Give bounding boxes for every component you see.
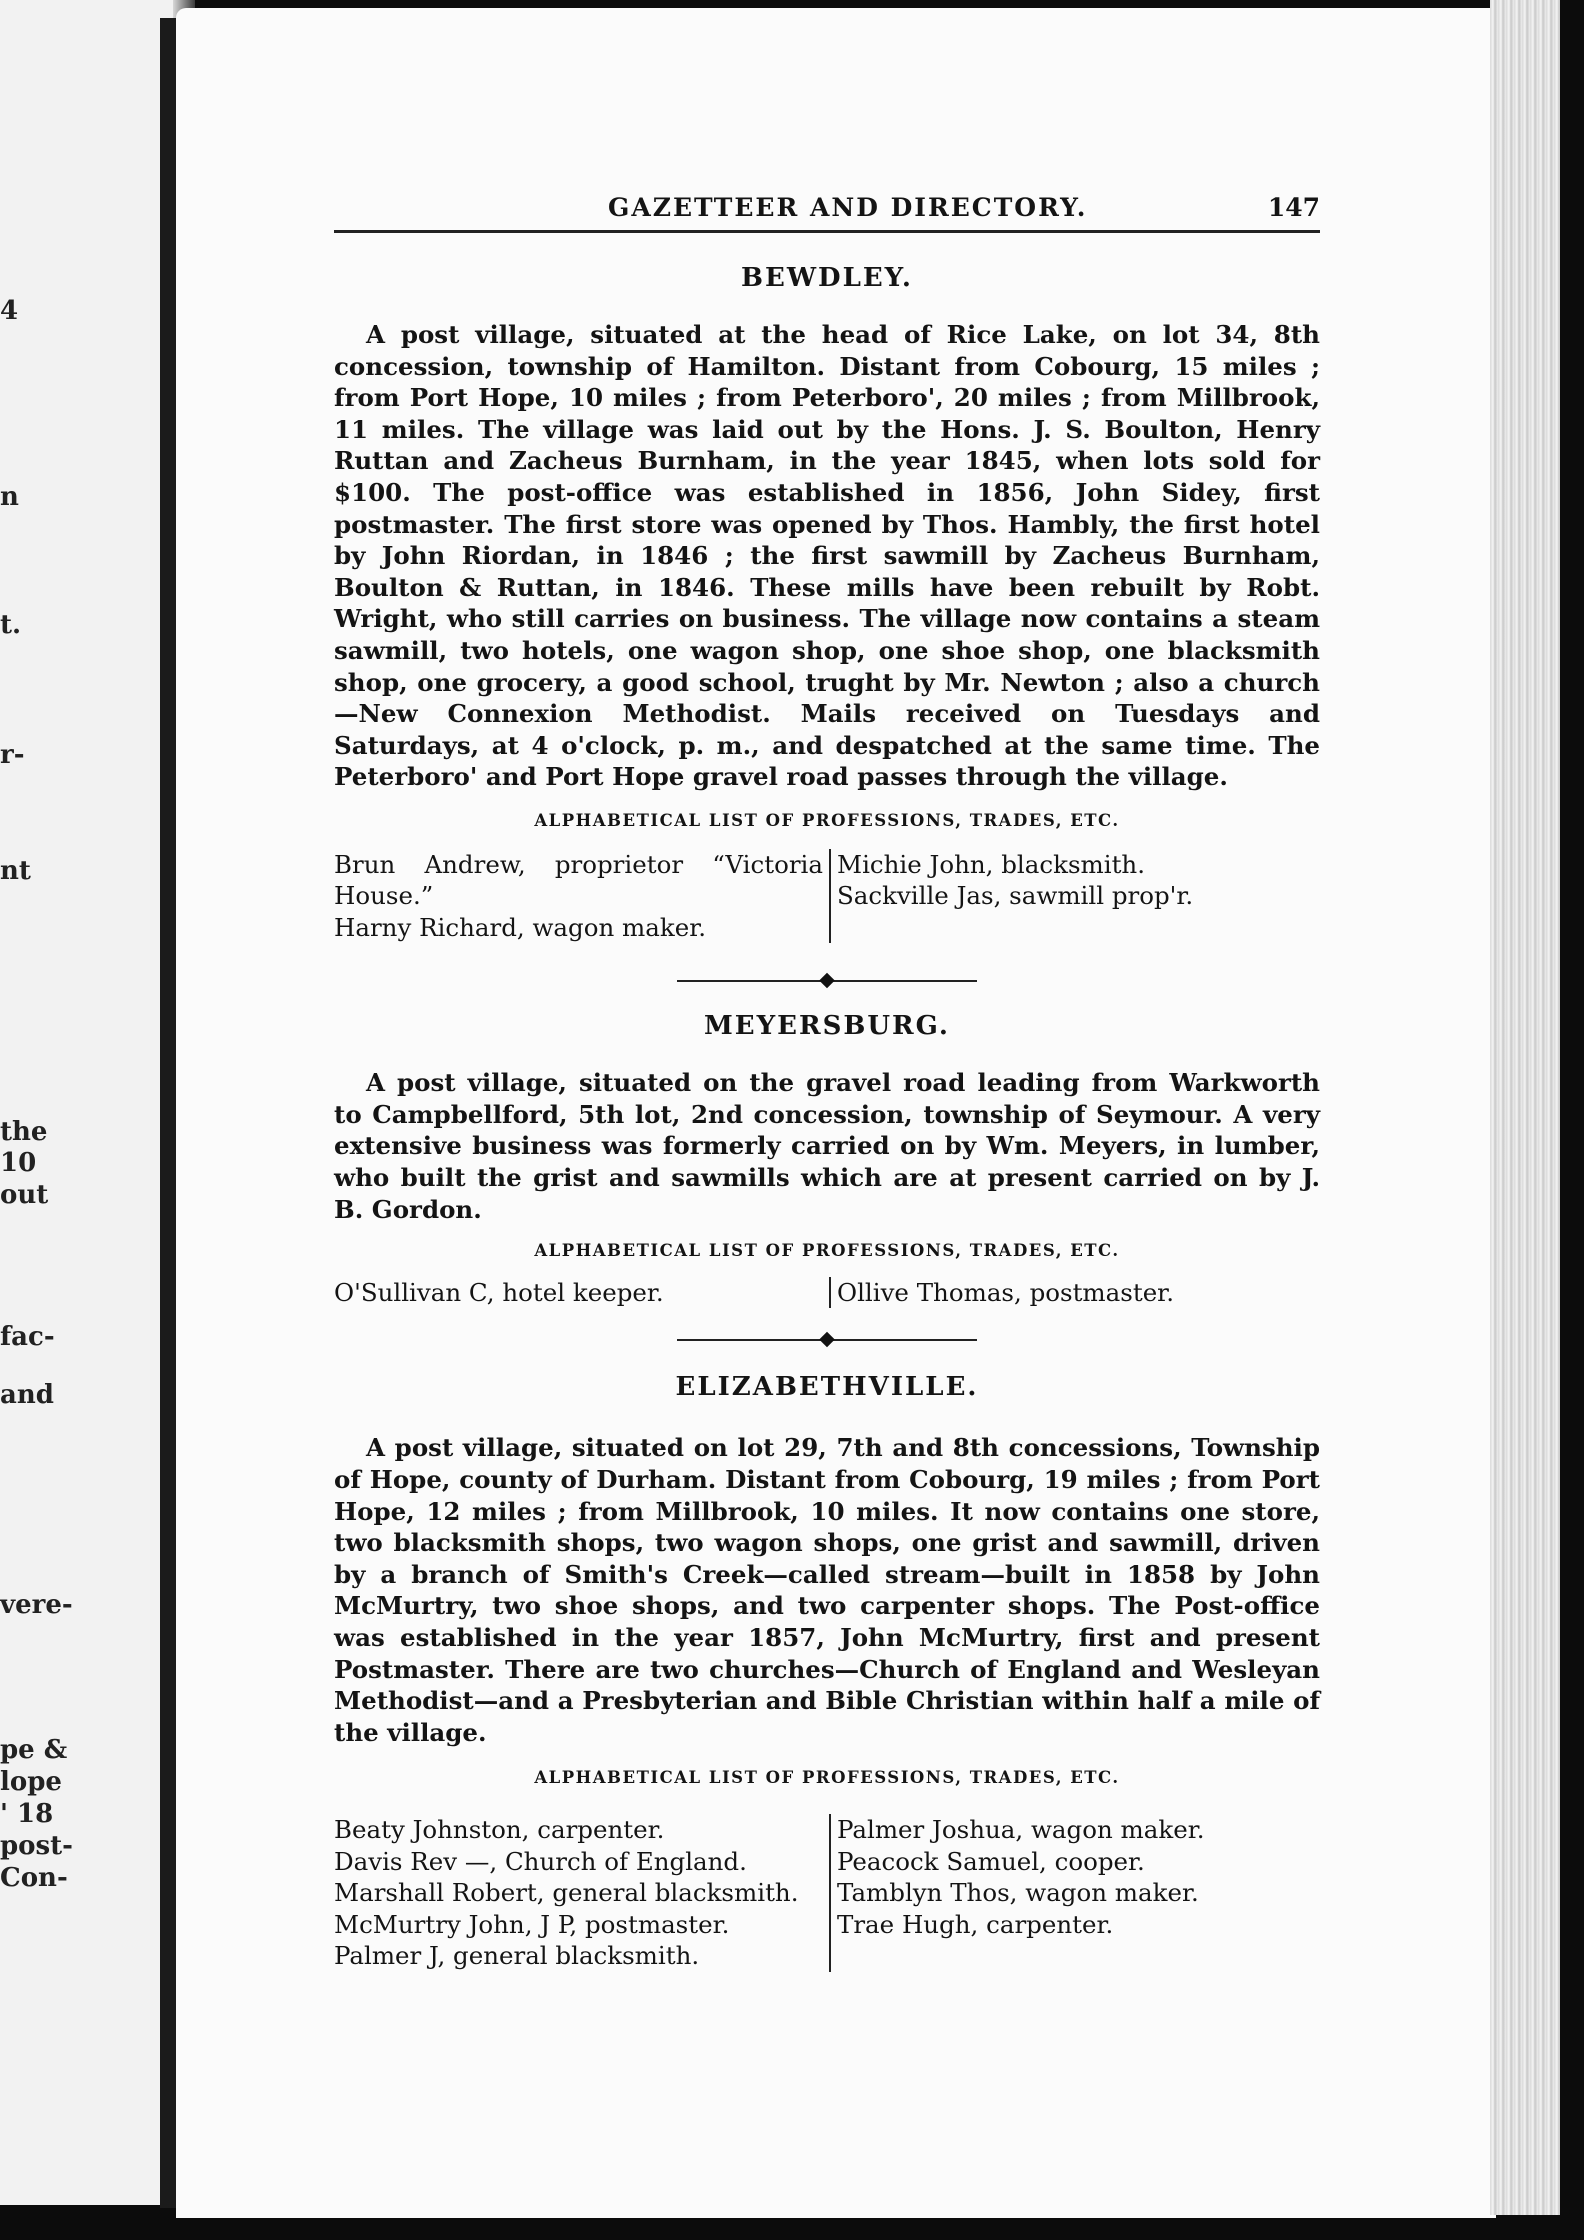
directory-entry: Trae Hugh, carpenter. [837,1909,1114,1939]
facing-page-fragment: Con- [0,1863,68,1893]
section-separator [677,973,977,989]
directory-entry: Davis Rev —, Church of England. [334,1846,747,1876]
directory-entry: Ollive Thomas, postmaster. [837,1277,1174,1307]
facing-page-fragment: vere- [0,1590,73,1620]
directory-column-left [334,1277,829,1309]
separator-ornament [819,973,835,989]
facing-page-fragment: 4 [0,296,19,326]
facing-page-fragment: lope [0,1767,62,1797]
directory-column-left [334,849,829,944]
directory-entry: Palmer Joshua, wagon maker. [837,1814,1205,1844]
section-paragraph-bewdley: A post village, situated at the head of Rice Lake, on lot 34, 8th concession, township of Hamilton. Distant from Cobourg, 15 miles ; from Port Hope, 10 miles ; from Peterboro', 20 miles ; from Millbrook, 11 miles. The village was laid out by the Hons. J. S. Boulton, Henry Ruttan and Zacheus Burnham, in the year 1845, when lots sold for $100. The post-office was established in 1856, John Sidey, first postmaster. The first store was opened by Thos. Hambly, the first hotel by John Riordan, in 1846 ; the first sawmill by Zacheus Burnham, Boulton & Ruttan, in 1846. These mills have been rebuilt by Robt. Wright, who still carries on business. The village now contains a steam sawmill, two hotels, one wagon shop, one shoe shop, one blacksmith shop, one grocery, a good school, trught by Mr. Newton ; also a church—New Connexion Methodist. Mails received on Tuesdays and Saturdays, at 4 o'clock, p. m., and despatched at the same time. The Peterboro' and Port Hope gravel road passes through the village. [334,320,1320,792]
facing-page-fragment: 10 [0,1148,37,1178]
section-title-bewdley: BEWDLEY. [741,263,913,293]
facing-page-fragment: pe & [0,1735,68,1765]
section-title-elizabethville: ELIZABETHVILLE. [675,1372,979,1403]
section-separator [677,1332,977,1348]
running-head [334,186,1320,230]
directory-entry: Sackville Jas, sawmill prop'r. [837,881,1194,911]
directory-entry: Palmer J, general blacksmith. [334,1941,700,1971]
facing-page-fragment: ' 18 [0,1799,54,1829]
directory-column-left [334,1814,829,1972]
directory-column-right [829,1277,1320,1309]
facing-page-fragment: and [0,1380,54,1410]
directory-entry: Michie John, blacksmith. [837,849,1145,879]
page-number: 147 [1267,193,1320,222]
list-heading-meyersburg: ALPHABETICAL LIST OF PROFESSIONS, TRADES, ETC. [534,1241,1120,1261]
facing-page-fragment: fac- [0,1322,55,1352]
directory-entry: Peacock Samuel, cooper. [837,1846,1145,1876]
directory-entry: Marshall Robert, general blacksmith. [334,1878,799,1908]
section-paragraph-meyersburg: A post village, situated on the gravel road leading from Warkworth to Campbellford, 5th lot, 2nd concession, township of Seymour. A very extensive business was formerly carried on by Wm. Meyers, in lumber, who built the grist and sawmills which are at present carried on by J. B. Gordon. [334,1068,1320,1224]
directory-entry: Beaty Johnston, carpenter. [334,1814,665,1844]
directory-entry: McMurtry John, J P, postmaster. [334,1909,730,1939]
directory-elizabethville [334,1814,1320,1972]
list-heading-elizabethville: ALPHABETICAL LIST OF PROFESSIONS, TRADES, ETC. [534,1768,1120,1788]
facing-page-fragment: out [0,1180,49,1210]
list-heading-bewdley: ALPHABETICAL LIST OF PROFESSIONS, TRADES, ETC. [534,810,1120,830]
directory-column-right [829,849,1320,944]
facing-page-fragment: nt [0,856,31,886]
section-title-meyersburg: MEYERSBURG. [704,1011,950,1042]
facing-page-fragment: the [0,1117,48,1147]
page-edges [1490,0,1560,2215]
directory-entry: Tamblyn Thos, wagon maker. [837,1878,1199,1908]
running-head-title: GAZETTEER AND DIRECTORY. [608,193,1088,222]
directory-entry: O'Sullivan C, hotel keeper. [334,1277,664,1307]
separator-ornament [819,1332,835,1348]
directory-entry: Harny Richard, wagon maker. [334,912,707,942]
facing-page-fragment: post- [0,1831,73,1861]
section-paragraph-elizabethville: A post village, situated on lot 29, 7th and 8th concessions, Township of Hope, county of Durham. Distant from Cobourg, 19 miles ; from Port Hope, 12 miles ; from Millbrook, 10 miles. It now contains one store, two blacksmith shops, two wagon shops, one grist and sawmill, driven by a branch of Smith's Creek—called stream—built in 1858 by John McMurtry, two shoe shops, and two carpenter shops. The Post-office was established in the year 1857, John McMurtry, first and present Postmaster. There are two churches—Church of England and Wesleyan Methodist—and a Presbyterian and Bible Christian within half a mile of the village. [334,1433,1320,1747]
page-content [334,186,1320,1972]
facing-page-fragment: n [0,482,19,512]
directory-column-right [829,1814,1320,1972]
directory-meyersburg [334,1277,1320,1309]
facing-page-fragment: t. [0,610,22,640]
header-rule [334,230,1320,233]
directory-entry: Brun Andrew, proprietor “Victoria House.” [334,849,823,911]
directory-bewdley [334,849,1320,944]
book-spine [160,18,176,2208]
facing-page-fragment: r- [0,740,25,770]
